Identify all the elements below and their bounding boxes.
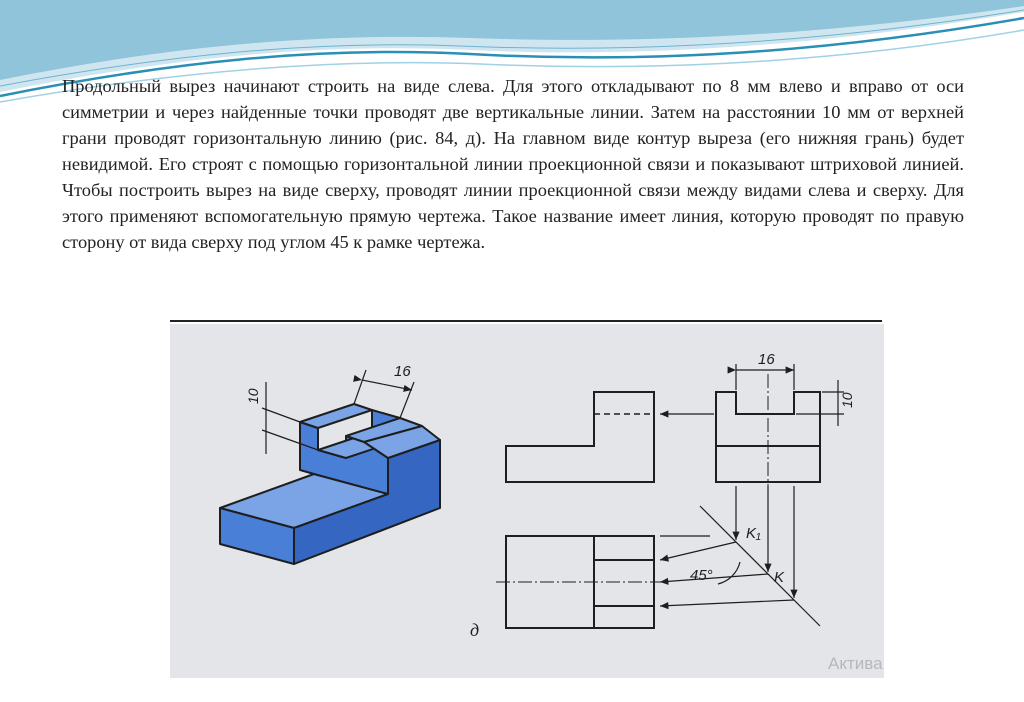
activation-watermark: Актива (828, 654, 883, 673)
label-45-degrees: 45° (690, 567, 713, 584)
technical-drawing-svg (170, 324, 884, 678)
label-k1: K₁ (746, 525, 761, 542)
isometric-part (220, 404, 440, 564)
side-view (716, 374, 820, 500)
body-paragraph: Продольный вырез начинают строить на виде слева. Для этого откладывают по 8 мм влево и вправо от оси симметрии и через найденные точки проводят две вертикальные линии. Затем на расстоянии 10 мм от верхней грани проводят горизонтальную линию (рис. 84, д). На главном виде контур выреза (его нижняя грань) будет невидимой. Его строят с помощью горизонтальной линии проекционной связи и показывают штриховой линией. Чтобы построить вырез на виде сверху, проводят линии проекционной связи между видами слева и сверху. Для этого применяют вспомогательную прямую чертежа. Такое название имеет линия, которую проводят по правую сторону от вида сверху под углом 45 к рамке чертежа. (62, 76, 964, 252)
figure-84-drawing (170, 324, 884, 678)
iso-dim-10-label: 10 (245, 388, 261, 404)
iso-dim-16-label: 16 (394, 363, 411, 380)
figure-top-rule (170, 320, 882, 322)
front-view (506, 392, 654, 482)
top-view (496, 536, 664, 628)
label-k: K (774, 569, 785, 586)
label-d: д (470, 620, 480, 640)
upright-top-left (300, 404, 372, 428)
construction-45-line (660, 486, 820, 626)
side-dim-10-label: 10 (839, 392, 855, 408)
side-dim-16-label: 16 (758, 351, 775, 368)
